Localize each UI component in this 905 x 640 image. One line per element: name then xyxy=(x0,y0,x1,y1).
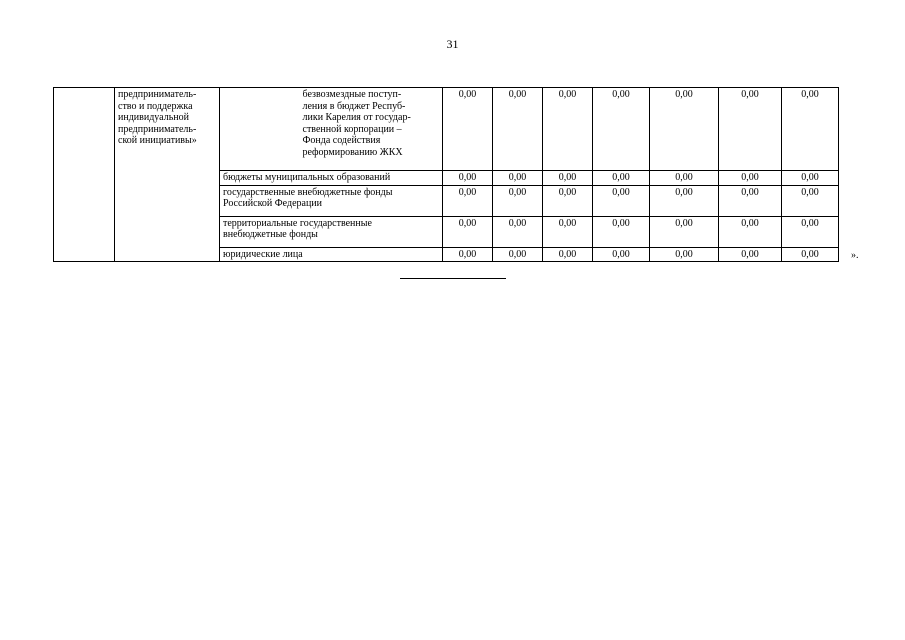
value-cell: 0,00 xyxy=(593,216,650,247)
value-cell: 0,00 xyxy=(650,247,719,262)
value-cell: 0,00 xyxy=(493,216,543,247)
value-cell: 0,00 xyxy=(543,88,593,171)
value-cell: 0,00 xyxy=(650,171,719,186)
value-cell: 0,00 xyxy=(493,88,543,171)
funding-source-cell: юридические лица xyxy=(220,247,443,262)
budget-table xyxy=(53,87,839,262)
value-cell: 0,00 xyxy=(443,88,493,171)
funding-source-line: Российской Федерации xyxy=(223,198,323,209)
value-cell: 0,00 xyxy=(493,185,543,216)
value-cell: 0,00 xyxy=(782,171,839,186)
value-cell: 0,00 xyxy=(443,247,493,262)
value-cell: 0,00 xyxy=(593,171,650,186)
table-row xyxy=(54,88,839,171)
funding-source-line: ления в бюджет Респуб- xyxy=(302,100,406,112)
funding-source-line: лики Карелия от государ- xyxy=(302,112,411,123)
footnote-separator xyxy=(400,278,506,279)
value-cell: 0,00 xyxy=(782,247,839,262)
funding-source-line: безвозмездные поступ- xyxy=(302,89,402,100)
funding-source-line: ственной корпорации – xyxy=(302,123,402,135)
funding-source-line: внебюджетные фонды xyxy=(223,229,318,240)
value-cell: 0,00 xyxy=(593,247,650,262)
value-cell: 0,00 xyxy=(543,216,593,247)
value-cell: 0,00 xyxy=(543,185,593,216)
program-name-line: предприниматель- xyxy=(118,123,197,135)
page-number: 31 xyxy=(446,37,459,51)
value-cell: 0,00 xyxy=(719,216,782,247)
value-cell: 0,00 xyxy=(782,185,839,216)
program-name-line: ской инициативы» xyxy=(118,135,197,146)
value-cell: 0,00 xyxy=(443,171,493,186)
value-cell: 0,00 xyxy=(650,88,719,171)
value-cell: 0,00 xyxy=(719,171,782,186)
status-cell xyxy=(54,88,115,262)
value-cell: 0,00 xyxy=(593,88,650,171)
value-cell: 0,00 xyxy=(543,247,593,262)
value-cell: 0,00 xyxy=(782,216,839,247)
funding-source-cell: бюджеты муниципальных образований xyxy=(220,171,443,186)
value-cell: 0,00 xyxy=(719,88,782,171)
value-cell: 0,00 xyxy=(493,247,543,262)
funding-source-line: реформированию ЖКХ xyxy=(302,146,403,158)
value-cell: 0,00 xyxy=(782,88,839,171)
value-cell: 0,00 xyxy=(719,247,782,262)
value-cell: 0,00 xyxy=(650,185,719,216)
value-cell: 0,00 xyxy=(443,216,493,247)
value-cell: 0,00 xyxy=(719,185,782,216)
funding-source-cell xyxy=(220,216,443,247)
value-cell: 0,00 xyxy=(650,216,719,247)
funding-source-cell xyxy=(300,88,443,171)
funding-source-line: территориальные государственные xyxy=(223,217,372,229)
program-name-line: индивидуальной xyxy=(118,112,189,123)
funding-source-line: Фонда содействия xyxy=(302,135,381,146)
value-cell: 0,00 xyxy=(543,171,593,186)
funding-source-line: государственные внебюджетные фонды xyxy=(223,186,393,198)
value-cell: 0,00 xyxy=(593,185,650,216)
funding-source-cell xyxy=(220,185,443,216)
program-name-line: ство и поддержка xyxy=(118,100,193,112)
program-name-line: предприниматель- xyxy=(118,89,197,100)
closing-quote: ». xyxy=(851,250,859,261)
executor-cell xyxy=(220,88,300,171)
value-cell: 0,00 xyxy=(493,171,543,186)
value-cell: 0,00 xyxy=(443,185,493,216)
program-name-cell xyxy=(115,88,220,262)
